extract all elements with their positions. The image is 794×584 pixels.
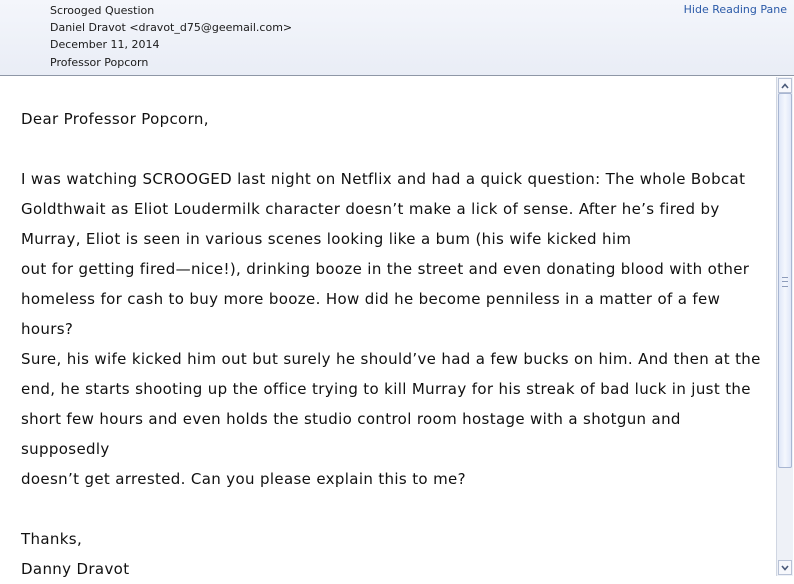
grip-icon bbox=[782, 277, 788, 287]
hide-reading-pane-link[interactable]: Hide Reading Pane bbox=[683, 3, 787, 16]
body-line: I was watching SCROOGED last night on Netflix and had a quick question: The whole Bobcat bbox=[21, 170, 746, 188]
signature: Danny Dravot bbox=[21, 560, 130, 578]
scroll-up-button[interactable] bbox=[778, 78, 792, 93]
body-line: homeless for cash to buy more booze. How did he become penniless in a matter of a few hours? bbox=[21, 290, 721, 338]
body-line: Goldthwait as Eliot Loudermilk character doesn’t make a lick of sense. After he’s fired by bbox=[21, 200, 720, 218]
paragraph-spacer bbox=[21, 134, 773, 164]
greeting: Dear Professor Popcorn, bbox=[21, 110, 209, 128]
chevron-down-icon bbox=[781, 565, 789, 571]
to-value[interactable]: Professor Popcorn bbox=[50, 56, 149, 69]
body-line: Sure, his wife kicked him out but surely he should’ve had a few bucks on him. And then at the bbox=[21, 350, 761, 368]
scroll-down-button[interactable] bbox=[778, 560, 792, 575]
closing: Thanks, bbox=[21, 530, 83, 548]
message-body bbox=[21, 104, 773, 584]
chevron-up-icon bbox=[781, 83, 789, 89]
from-value[interactable]: Daniel Dravot <dravot_d75@geemail.com> bbox=[50, 21, 293, 34]
vertical-scrollbar[interactable] bbox=[776, 77, 793, 576]
body-line: end, he starts shooting up the office trying to kill Murray for his streak of bad luck in just the bbox=[21, 380, 751, 398]
body-line: Murray, Eliot is seen in various scenes looking like a bum (his wife kicked him bbox=[21, 230, 632, 248]
scroll-thumb[interactable] bbox=[778, 93, 792, 468]
subject-value: Scrooged Question bbox=[50, 4, 155, 17]
body-line: out for getting fired—nice!), drinking booze in the street and even donating blood with other bbox=[21, 260, 750, 278]
body-line: short few hours and even holds the studio control room hostage with a shotgun and supposedly bbox=[21, 410, 681, 458]
paragraph-spacer bbox=[21, 494, 773, 524]
date-value: December 11, 2014 bbox=[50, 38, 160, 51]
body-line: doesn’t get arrested. Can you please explain this to me? bbox=[21, 470, 466, 488]
message-header bbox=[0, 0, 794, 76]
